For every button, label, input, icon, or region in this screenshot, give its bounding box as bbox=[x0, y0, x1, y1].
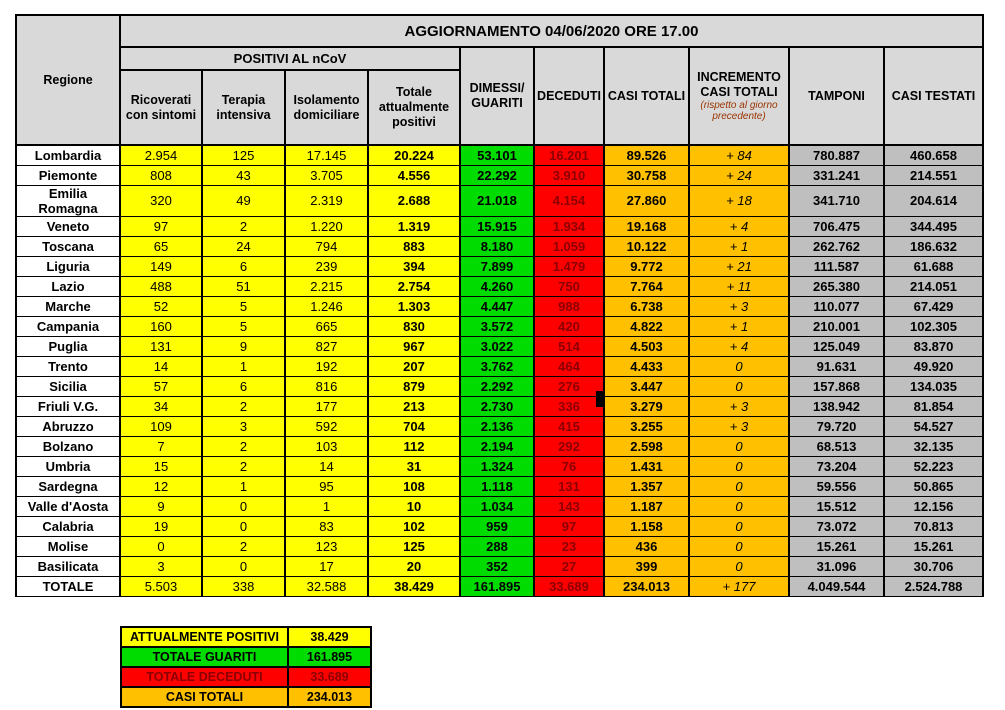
value-cell: + 1 bbox=[689, 236, 789, 256]
value-cell: 2.954 bbox=[120, 145, 202, 165]
value-cell: 344.495 bbox=[884, 216, 983, 236]
value-cell: 706.475 bbox=[789, 216, 884, 236]
value-cell: 102.305 bbox=[884, 316, 983, 336]
value-cell: 149 bbox=[120, 256, 202, 276]
region-row bbox=[16, 516, 983, 536]
value-cell: 73.072 bbox=[789, 516, 884, 536]
value-cell: 1 bbox=[202, 476, 285, 496]
value-cell: 464 bbox=[534, 356, 604, 376]
value-cell: 0 bbox=[689, 556, 789, 576]
region-row bbox=[16, 145, 983, 165]
value-cell: 4.049.544 bbox=[789, 576, 884, 596]
value-cell: 49 bbox=[202, 185, 285, 216]
region-name-cell: Umbria bbox=[16, 456, 120, 476]
region-row bbox=[16, 296, 983, 316]
value-cell: 1.357 bbox=[604, 476, 689, 496]
value-cell: + 177 bbox=[689, 576, 789, 596]
value-cell: 7.764 bbox=[604, 276, 689, 296]
value-cell: 336 bbox=[534, 396, 604, 416]
value-cell: 43 bbox=[202, 165, 285, 185]
value-cell: 83.870 bbox=[884, 336, 983, 356]
value-cell: 210.001 bbox=[789, 316, 884, 336]
header-deceduti: DECEDUTI bbox=[534, 47, 604, 145]
value-cell: 4.154 bbox=[534, 185, 604, 216]
value-cell: 102 bbox=[368, 516, 460, 536]
header-incremento-title: INCREMENTO CASI TOTALI bbox=[697, 70, 781, 99]
value-cell: 399 bbox=[604, 556, 689, 576]
value-cell: 0 bbox=[689, 376, 789, 396]
summary-label: TOTALE DECEDUTI bbox=[121, 667, 288, 687]
value-cell: 0 bbox=[689, 476, 789, 496]
value-cell: 31.096 bbox=[789, 556, 884, 576]
value-cell: 8.180 bbox=[460, 236, 534, 256]
value-cell: 4.447 bbox=[460, 296, 534, 316]
value-cell: 3.279 bbox=[604, 396, 689, 416]
value-cell: 6.738 bbox=[604, 296, 689, 316]
header-incremento bbox=[689, 47, 789, 145]
value-cell: 34 bbox=[120, 396, 202, 416]
value-cell: 30.706 bbox=[884, 556, 983, 576]
value-cell: 143 bbox=[534, 496, 604, 516]
value-cell: 1.220 bbox=[285, 216, 368, 236]
value-cell: 1.059 bbox=[534, 236, 604, 256]
value-cell: 3.910 bbox=[534, 165, 604, 185]
value-cell: 20 bbox=[368, 556, 460, 576]
value-cell: 1.158 bbox=[604, 516, 689, 536]
value-cell: 288 bbox=[460, 536, 534, 556]
value-cell: 213 bbox=[368, 396, 460, 416]
value-cell: 704 bbox=[368, 416, 460, 436]
value-cell: 4.822 bbox=[604, 316, 689, 336]
region-row bbox=[16, 316, 983, 336]
value-cell: 3.572 bbox=[460, 316, 534, 336]
value-cell: 415 bbox=[534, 416, 604, 436]
region-row bbox=[16, 356, 983, 376]
value-cell: 959 bbox=[460, 516, 534, 536]
region-name-cell: Emilia Romagna bbox=[16, 185, 120, 216]
region-row bbox=[16, 536, 983, 556]
value-cell: 1 bbox=[285, 496, 368, 516]
region-row bbox=[16, 165, 983, 185]
value-cell: 57 bbox=[120, 376, 202, 396]
value-cell: 50.865 bbox=[884, 476, 983, 496]
value-cell: 83 bbox=[285, 516, 368, 536]
value-cell: 4.503 bbox=[604, 336, 689, 356]
value-cell: 9.772 bbox=[604, 256, 689, 276]
value-cell: 1.118 bbox=[460, 476, 534, 496]
value-cell: 23 bbox=[534, 536, 604, 556]
value-cell: 16.201 bbox=[534, 145, 604, 165]
value-cell: 2 bbox=[202, 536, 285, 556]
value-cell: 31 bbox=[368, 456, 460, 476]
value-cell: 15.915 bbox=[460, 216, 534, 236]
value-cell: 186.632 bbox=[884, 236, 983, 256]
region-row bbox=[16, 416, 983, 436]
value-cell: 207 bbox=[368, 356, 460, 376]
value-cell: 214.551 bbox=[884, 165, 983, 185]
value-cell: 24 bbox=[202, 236, 285, 256]
value-cell: 67.429 bbox=[884, 296, 983, 316]
value-cell: 70.813 bbox=[884, 516, 983, 536]
value-cell: 52 bbox=[120, 296, 202, 316]
value-cell: 827 bbox=[285, 336, 368, 356]
header-ricoverati: Ricoverati con sintomi bbox=[120, 70, 202, 145]
region-name-cell: Calabria bbox=[16, 516, 120, 536]
value-cell: 15.512 bbox=[789, 496, 884, 516]
region-row bbox=[16, 376, 983, 396]
region-row bbox=[16, 456, 983, 476]
value-cell: 38.429 bbox=[368, 576, 460, 596]
value-cell: 65 bbox=[120, 236, 202, 256]
value-cell: 234.013 bbox=[604, 576, 689, 596]
value-cell: 1.479 bbox=[534, 256, 604, 276]
value-cell: 5.503 bbox=[120, 576, 202, 596]
value-cell: 14 bbox=[285, 456, 368, 476]
value-cell: 79.720 bbox=[789, 416, 884, 436]
value-cell: 53.101 bbox=[460, 145, 534, 165]
header-casi-totali: CASI TOTALI bbox=[604, 47, 689, 145]
value-cell: 19.168 bbox=[604, 216, 689, 236]
summary-table bbox=[120, 626, 372, 708]
value-cell: 52.223 bbox=[884, 456, 983, 476]
summary-row bbox=[121, 667, 371, 687]
value-cell: 123 bbox=[285, 536, 368, 556]
value-cell: + 84 bbox=[689, 145, 789, 165]
value-cell: 157.868 bbox=[789, 376, 884, 396]
value-cell: 3.762 bbox=[460, 356, 534, 376]
black-mark-artifact bbox=[596, 391, 604, 407]
region-name-cell: Liguria bbox=[16, 256, 120, 276]
region-name-cell: Lazio bbox=[16, 276, 120, 296]
value-cell: 125.049 bbox=[789, 336, 884, 356]
value-cell: 239 bbox=[285, 256, 368, 276]
value-cell: 32.588 bbox=[285, 576, 368, 596]
value-cell: 111.587 bbox=[789, 256, 884, 276]
value-cell: 125 bbox=[368, 536, 460, 556]
value-cell: 214.051 bbox=[884, 276, 983, 296]
value-cell: 2.292 bbox=[460, 376, 534, 396]
value-cell: 3 bbox=[202, 416, 285, 436]
header-isolamento: Isolamento domiciliare bbox=[285, 70, 368, 145]
value-cell: 27.860 bbox=[604, 185, 689, 216]
summary-value: 234.013 bbox=[288, 687, 371, 707]
value-cell: 4.433 bbox=[604, 356, 689, 376]
value-cell: 91.631 bbox=[789, 356, 884, 376]
value-cell: 879 bbox=[368, 376, 460, 396]
value-cell: 103 bbox=[285, 436, 368, 456]
value-cell: 436 bbox=[604, 536, 689, 556]
value-cell: 1.034 bbox=[460, 496, 534, 516]
value-cell: 9 bbox=[120, 496, 202, 516]
value-cell: 125 bbox=[202, 145, 285, 165]
value-cell: 17 bbox=[285, 556, 368, 576]
value-cell: 460.658 bbox=[884, 145, 983, 165]
value-cell: 10.122 bbox=[604, 236, 689, 256]
value-cell: 0 bbox=[689, 516, 789, 536]
header-tamponi: TAMPONI bbox=[789, 47, 884, 145]
value-cell: 1.187 bbox=[604, 496, 689, 516]
header-totale-positivi: Totale attualmente positivi bbox=[368, 70, 460, 145]
value-cell: 59.556 bbox=[789, 476, 884, 496]
value-cell: 3.447 bbox=[604, 376, 689, 396]
table-title: AGGIORNAMENTO 04/06/2020 ORE 17.00 bbox=[120, 15, 983, 47]
value-cell: 12 bbox=[120, 476, 202, 496]
value-cell: 51 bbox=[202, 276, 285, 296]
value-cell: 830 bbox=[368, 316, 460, 336]
value-cell: 68.513 bbox=[789, 436, 884, 456]
value-cell: 61.688 bbox=[884, 256, 983, 276]
region-name-cell: Piemonte bbox=[16, 165, 120, 185]
region-row bbox=[16, 336, 983, 356]
regions-tbody bbox=[16, 145, 983, 596]
region-name-cell: Molise bbox=[16, 536, 120, 556]
value-cell: 2.598 bbox=[604, 436, 689, 456]
region-row bbox=[16, 236, 983, 256]
region-name-cell: Sicilia bbox=[16, 376, 120, 396]
value-cell: 750 bbox=[534, 276, 604, 296]
value-cell: 0 bbox=[689, 456, 789, 476]
header-casi-testati: CASI TESTATI bbox=[884, 47, 983, 145]
value-cell: 6 bbox=[202, 256, 285, 276]
value-cell: 131 bbox=[120, 336, 202, 356]
summary-tbody bbox=[121, 627, 371, 707]
value-cell: 138.942 bbox=[789, 396, 884, 416]
value-cell: 134.035 bbox=[884, 376, 983, 396]
value-cell: + 1 bbox=[689, 316, 789, 336]
value-cell: 15 bbox=[120, 456, 202, 476]
value-cell: 1 bbox=[202, 356, 285, 376]
value-cell: 3.255 bbox=[604, 416, 689, 436]
value-cell: 967 bbox=[368, 336, 460, 356]
value-cell: 33.689 bbox=[534, 576, 604, 596]
value-cell: 3 bbox=[120, 556, 202, 576]
value-cell: 54.527 bbox=[884, 416, 983, 436]
value-cell: 2.730 bbox=[460, 396, 534, 416]
value-cell: 2.524.788 bbox=[884, 576, 983, 596]
region-name-cell: Abruzzo bbox=[16, 416, 120, 436]
region-name-cell: TOTALE bbox=[16, 576, 120, 596]
value-cell: 665 bbox=[285, 316, 368, 336]
total-row bbox=[16, 576, 983, 596]
summary-row bbox=[121, 687, 371, 707]
value-cell: 262.762 bbox=[789, 236, 884, 256]
value-cell: 808 bbox=[120, 165, 202, 185]
value-cell: 394 bbox=[368, 256, 460, 276]
region-row bbox=[16, 476, 983, 496]
value-cell: 276 bbox=[534, 376, 604, 396]
region-name-cell: Basilicata bbox=[16, 556, 120, 576]
value-cell: 0 bbox=[689, 536, 789, 556]
header-dimessi-guariti: DIMESSI/ GUARITI bbox=[460, 47, 534, 145]
value-cell: + 4 bbox=[689, 336, 789, 356]
value-cell: 1.319 bbox=[368, 216, 460, 236]
value-cell: + 3 bbox=[689, 296, 789, 316]
summary-row bbox=[121, 627, 371, 647]
region-name-cell: Trento bbox=[16, 356, 120, 376]
region-name-cell: Bolzano bbox=[16, 436, 120, 456]
summary-label: ATTUALMENTE POSITIVI bbox=[121, 627, 288, 647]
value-cell: 97 bbox=[534, 516, 604, 536]
value-cell: 592 bbox=[285, 416, 368, 436]
value-cell: 21.018 bbox=[460, 185, 534, 216]
value-cell: 22.292 bbox=[460, 165, 534, 185]
region-row bbox=[16, 556, 983, 576]
summary-value: 38.429 bbox=[288, 627, 371, 647]
value-cell: 341.710 bbox=[789, 185, 884, 216]
value-cell: 108 bbox=[368, 476, 460, 496]
value-cell: 2 bbox=[202, 396, 285, 416]
value-cell: 320 bbox=[120, 185, 202, 216]
value-cell: 0 bbox=[689, 436, 789, 456]
value-cell: 488 bbox=[120, 276, 202, 296]
value-cell: 32.135 bbox=[884, 436, 983, 456]
header-regione: Regione bbox=[16, 15, 120, 145]
value-cell: 2.754 bbox=[368, 276, 460, 296]
value-cell: + 24 bbox=[689, 165, 789, 185]
region-name-cell: Valle d'Aosta bbox=[16, 496, 120, 516]
value-cell: 420 bbox=[534, 316, 604, 336]
value-cell: 2.136 bbox=[460, 416, 534, 436]
value-cell: 794 bbox=[285, 236, 368, 256]
value-cell: 161.895 bbox=[460, 576, 534, 596]
value-cell: 76 bbox=[534, 456, 604, 476]
region-row bbox=[16, 496, 983, 516]
value-cell: 192 bbox=[285, 356, 368, 376]
value-cell: 3.705 bbox=[285, 165, 368, 185]
value-cell: 2 bbox=[202, 216, 285, 236]
value-cell: 0 bbox=[120, 536, 202, 556]
region-row bbox=[16, 216, 983, 236]
value-cell: 352 bbox=[460, 556, 534, 576]
value-cell: 20.224 bbox=[368, 145, 460, 165]
value-cell: 3.022 bbox=[460, 336, 534, 356]
region-name-cell: Sardegna bbox=[16, 476, 120, 496]
value-cell: 1.934 bbox=[534, 216, 604, 236]
value-cell: 338 bbox=[202, 576, 285, 596]
value-cell: 0 bbox=[202, 556, 285, 576]
value-cell: 95 bbox=[285, 476, 368, 496]
value-cell: 7 bbox=[120, 436, 202, 456]
value-cell: 1.324 bbox=[460, 456, 534, 476]
value-cell: 988 bbox=[534, 296, 604, 316]
value-cell: 331.241 bbox=[789, 165, 884, 185]
value-cell: + 4 bbox=[689, 216, 789, 236]
value-cell: 4.556 bbox=[368, 165, 460, 185]
value-cell: 49.920 bbox=[884, 356, 983, 376]
value-cell: 2 bbox=[202, 456, 285, 476]
value-cell: 0 bbox=[689, 356, 789, 376]
header-incremento-note: (rispetto al giorno precedente) bbox=[700, 100, 778, 122]
value-cell: 5 bbox=[202, 296, 285, 316]
value-cell: 780.887 bbox=[789, 145, 884, 165]
value-cell: 2.215 bbox=[285, 276, 368, 296]
region-row bbox=[16, 185, 983, 216]
value-cell: + 21 bbox=[689, 256, 789, 276]
value-cell: 0 bbox=[689, 496, 789, 516]
region-row bbox=[16, 276, 983, 296]
value-cell: 10 bbox=[368, 496, 460, 516]
value-cell: 2.194 bbox=[460, 436, 534, 456]
value-cell: 1.246 bbox=[285, 296, 368, 316]
summary-value: 161.895 bbox=[288, 647, 371, 667]
value-cell: 6 bbox=[202, 376, 285, 396]
value-cell: 89.526 bbox=[604, 145, 689, 165]
region-name-cell: Campania bbox=[16, 316, 120, 336]
value-cell: 5 bbox=[202, 316, 285, 336]
header-terapia-intensiva: Terapia intensiva bbox=[202, 70, 285, 145]
value-cell: 2.688 bbox=[368, 185, 460, 216]
value-cell: 265.380 bbox=[789, 276, 884, 296]
value-cell: 2 bbox=[202, 436, 285, 456]
value-cell: 14 bbox=[120, 356, 202, 376]
value-cell: 7.899 bbox=[460, 256, 534, 276]
region-name-cell: Friuli V.G. bbox=[16, 396, 120, 416]
region-name-cell: Marche bbox=[16, 296, 120, 316]
value-cell: 160 bbox=[120, 316, 202, 336]
value-cell: 1.303 bbox=[368, 296, 460, 316]
value-cell: 12.156 bbox=[884, 496, 983, 516]
value-cell: 19 bbox=[120, 516, 202, 536]
value-cell: 0 bbox=[202, 496, 285, 516]
summary-row bbox=[121, 647, 371, 667]
value-cell: 4.260 bbox=[460, 276, 534, 296]
value-cell: 97 bbox=[120, 216, 202, 236]
value-cell: + 18 bbox=[689, 185, 789, 216]
value-cell: + 3 bbox=[689, 396, 789, 416]
summary-value: 33.689 bbox=[288, 667, 371, 687]
value-cell: 30.758 bbox=[604, 165, 689, 185]
region-name-cell: Puglia bbox=[16, 336, 120, 356]
value-cell: 73.204 bbox=[789, 456, 884, 476]
header-positivi-group: POSITIVI AL nCoV bbox=[120, 47, 460, 70]
region-name-cell: Toscana bbox=[16, 236, 120, 256]
value-cell: 292 bbox=[534, 436, 604, 456]
region-name-cell: Lombardia bbox=[16, 145, 120, 165]
summary-label: CASI TOTALI bbox=[121, 687, 288, 707]
region-name-cell: Veneto bbox=[16, 216, 120, 236]
value-cell: 883 bbox=[368, 236, 460, 256]
value-cell: + 11 bbox=[689, 276, 789, 296]
value-cell: 81.854 bbox=[884, 396, 983, 416]
region-row bbox=[16, 436, 983, 456]
value-cell: 816 bbox=[285, 376, 368, 396]
value-cell: 27 bbox=[534, 556, 604, 576]
value-cell: 9 bbox=[202, 336, 285, 356]
covid-regions-table bbox=[15, 14, 984, 597]
region-row bbox=[16, 396, 983, 416]
value-cell: 177 bbox=[285, 396, 368, 416]
value-cell: 204.614 bbox=[884, 185, 983, 216]
value-cell: 2.319 bbox=[285, 185, 368, 216]
value-cell: 0 bbox=[202, 516, 285, 536]
value-cell: 110.077 bbox=[789, 296, 884, 316]
value-cell: 17.145 bbox=[285, 145, 368, 165]
value-cell: 514 bbox=[534, 336, 604, 356]
value-cell: 112 bbox=[368, 436, 460, 456]
value-cell: 15.261 bbox=[884, 536, 983, 556]
value-cell: 131 bbox=[534, 476, 604, 496]
region-row bbox=[16, 256, 983, 276]
summary-label: TOTALE GUARITI bbox=[121, 647, 288, 667]
value-cell: 1.431 bbox=[604, 456, 689, 476]
value-cell: + 3 bbox=[689, 416, 789, 436]
value-cell: 15.261 bbox=[789, 536, 884, 556]
value-cell: 109 bbox=[120, 416, 202, 436]
